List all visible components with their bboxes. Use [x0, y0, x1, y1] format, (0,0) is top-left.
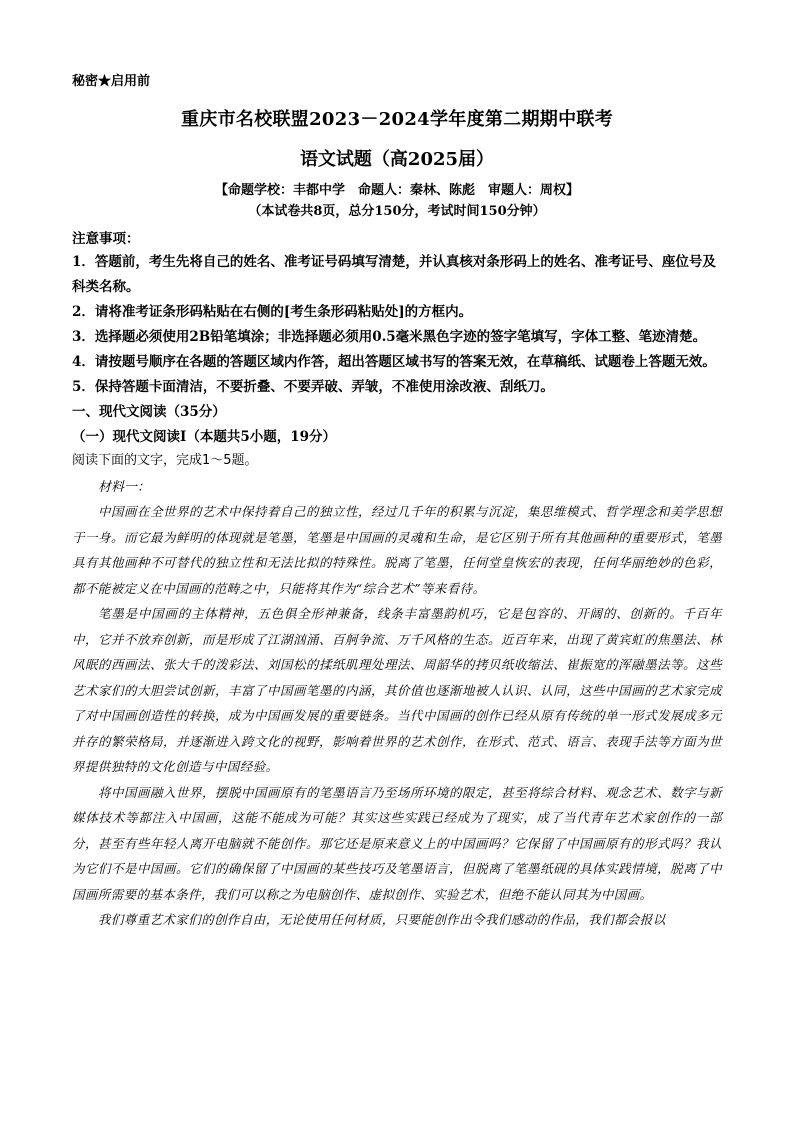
notice-item: 4．请按题号顺序在各题的答题区域内作答，超出答题区域书写的答案无效，在草稿纸、试题卷上答题无效。 [72, 354, 716, 370]
notice-item: 5．保持答题卡面清洁，不要折叠、不要弄破、弄皱，不准使用涂改液、刮纸刀。 [72, 379, 554, 395]
reading-instruction: 阅读下面的文字，完成1～5题。 [72, 453, 258, 468]
notice-item: 3．选择题必须使用2B铅笔填涂；非选择题必须用0.5毫米黑色字迹的签字笔填写，字体工整、笔迹清楚。 [72, 329, 707, 345]
material-paragraph: 我们尊重艺术家们的创作自由，无论使用任何材质，只要能创作出令我们感动的作品，我们都会报以 [98, 912, 666, 927]
exam-title: 重庆市名校联盟2023－2024学年度第二期期中联考 [181, 109, 613, 130]
material-paragraph: 中国画在全世界的艺术中保持着自己的独立性，经过几千年的积累与沉淀，集思维模式、哲学理念和美学思想于一身。而它最为鲜明的体现就是笔墨，笔墨是中国画的灵魂和生命，是它区别于所有其他画种的重要形式，笔墨具有其他画种不可替代的独立性和无法比拟的特殊性。脱离了笔墨，任何堂皇恢宏的表现，任何华丽绝妙的色彩，都不能被定义在中国画的范畴之中，只能将其作为“综合艺术”等来看待。 [72, 504, 722, 596]
material-label: 材料一： [98, 480, 151, 495]
exam-info: （本试卷共8页，总分150分，考试时间150分钟） [248, 204, 546, 219]
notice-title: 注意事项： [72, 231, 140, 247]
exam-subtitle: 语文试题（高2025届） [299, 149, 495, 170]
material-paragraph: 将中国画融入世界，摆脱中国画原有的笔墨语言乃至场所环境的限定，甚至将综合材料、观念艺术、数字与新媒体技术等都注入中国画，这能不能成为可能？其实这些实践已经成为了现实，成了当代青年艺术家创作的一部分，甚至有些年轻人离开电脑就不能创作。那它还是原来意义上的中国画吗？它保留了中国画原有的形式吗？我认为它们不是中国画。它们的确保留了中国画的某些技巧及笔墨语言，但脱离了笔墨纸砚的具体实践情境，脱离了中国画所需要的基本条件，我们可以称之为电脑创作、虚拟创作、实验艺术，但绝不能认同其为中国画。 [72, 784, 722, 902]
exam-page [72, 70, 722, 933]
notice-item: 2．请将准考证条形码粘贴在右侧的[考生条形码粘贴处]的方框内。 [72, 304, 473, 320]
material-paragraph: 笔墨是中国画的主体精神，五色俱全形神兼备，线条丰富墨韵机巧，它是包容的、开阔的、创新的。千百年中，它并不放弃创新，而是形成了江湖汹涌、百舸争流、万千风格的生态。近百年来，出现了黄宾虹的焦墨法、林风眠的西画法、张大千的泼彩法、刘国松的揉纸肌理处理法、周韶华的拷贝纸收缩法、崔振宽的浑融墨法等。这些艺术家们的大胆尝试创新，丰富了中国画笔墨的内涵，其价值也逐渐地被人认识、认同，这些中国画的艺术家完成了对中国画创造性的转换，成为中国画发展的重要链条。当代中国画的创作已经从原有传统的单一形式发展成多元并存的繁荣格局，并逐渐进入跨文化的视野，影响着世界的艺术创作，在形式、范式、语言、表现手法等方面为世界提供独特的文化创造与中国经验。 [72, 606, 722, 774]
exam-authors: 【命题学校：丰都中学 命题人：秦林、陈彪 审题人：周权】 [214, 183, 579, 198]
notice-item: 1．答题前，考生先将自己的姓名、准考证号码填写清楚，并认真核对条形码上的姓名、准考证号、座位号及科类名称。 [72, 254, 716, 295]
section-heading: 一、现代文阅读（35分） [72, 404, 226, 420]
confidential-label: 秘密★启用前 [72, 74, 151, 89]
subsection-heading: （一）现代文阅读Ⅰ（本题共5小题，19分） [72, 429, 336, 445]
